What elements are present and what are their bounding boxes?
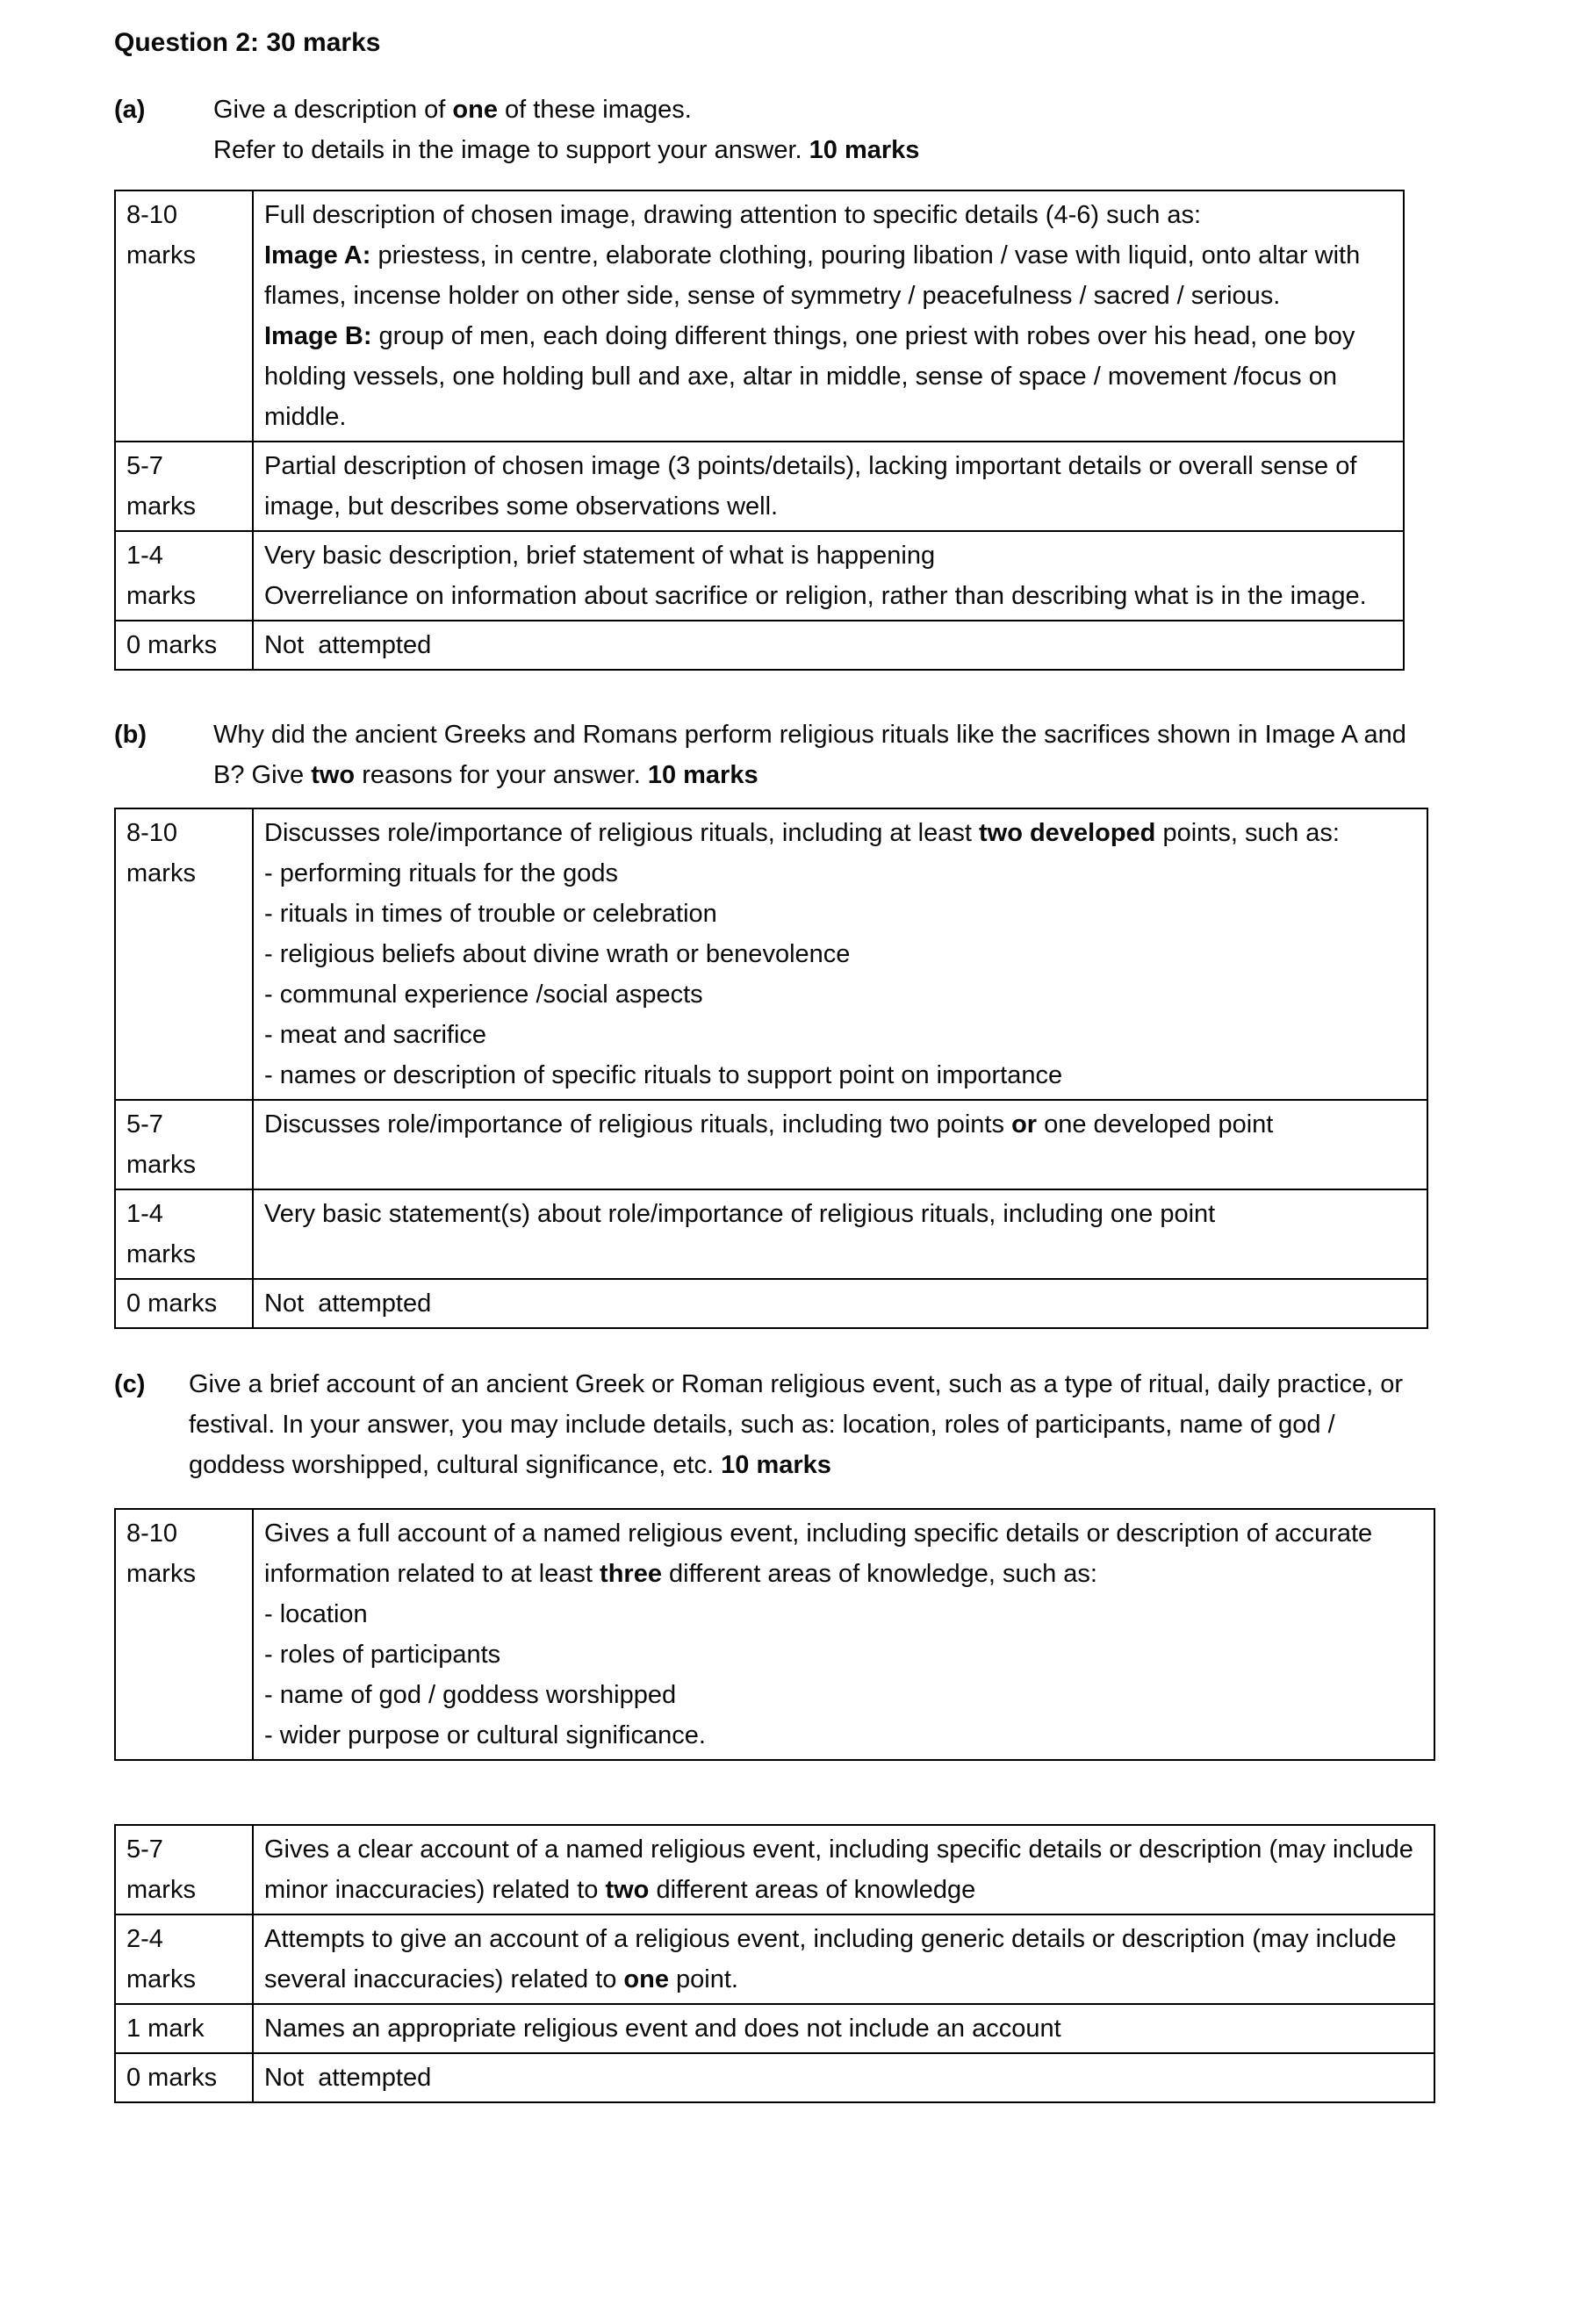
criteria-cell: Not attempted	[253, 621, 1404, 670]
marks-cell: 2-4 marks	[115, 1914, 253, 2004]
marks-cell: 0 marks	[115, 1279, 253, 1328]
criteria-cell: Very basic statement(s) about role/importance of religious rituals, including one point	[253, 1189, 1427, 1279]
criteria-cell: Gives a clear account of a named religious event, including specific details or description (may include minor inaccuracies) related to two different areas of knowledge	[253, 1825, 1434, 1914]
table-row	[115, 1825, 1434, 1914]
table-row	[115, 531, 1404, 621]
part-c-prompt	[114, 1364, 1596, 1485]
marks-cell: 1-4 marks	[115, 1189, 253, 1279]
rubric-table-part-a	[114, 190, 1405, 671]
table-row	[115, 1279, 1427, 1328]
marks-cell: 8-10 marks	[115, 190, 253, 442]
part-a-label: (a)	[114, 96, 146, 124]
part-a-prompt	[114, 90, 1596, 170]
table-row	[115, 1100, 1427, 1189]
part-a-text: Give a description of one of these images. Refer to details in the image to support your answer. 10 marks	[213, 96, 920, 164]
part-c-text: Give a brief account of an ancient Greek or Roman religious event, such as a type of ritual, daily practice, or festival. In your answer, you may include details, such as: location, roles of participants, name of god / goddess worshipped, cultural significance, etc. 10 marks	[189, 1370, 1404, 1479]
table-row	[115, 1914, 1434, 2004]
criteria-cell: Discusses role/importance of religious rituals, including two points or one developed point	[253, 1100, 1427, 1189]
table-row	[115, 1509, 1434, 1760]
criteria-cell: Partial description of chosen image (3 points/details), lacking important details or overall sense of image, but describes some observations well.	[253, 442, 1404, 531]
table-row	[115, 2004, 1434, 2053]
marks-cell: 5-7 marks	[115, 442, 253, 531]
table-row	[115, 2053, 1434, 2102]
marks-cell: 8-10 marks	[115, 1509, 253, 1760]
criteria-cell: Very basic description, brief statement of what is happening Overreliance on information about sacrifice or religion, rather than describing what is in the image.	[253, 531, 1404, 621]
table-row	[115, 621, 1404, 670]
criteria-cell: Not attempted	[253, 1279, 1427, 1328]
rubric-table-part-c-bottom	[114, 1824, 1435, 2103]
part-b-label: (b)	[114, 721, 147, 749]
marks-cell: 0 marks	[115, 621, 253, 670]
marks-cell: 1 mark	[115, 2004, 253, 2053]
marks-cell: 0 marks	[115, 2053, 253, 2102]
table-row	[115, 1189, 1427, 1279]
criteria-cell: Attempts to give an account of a religious event, including generic details or description (may include several inaccuracies) related to one point.	[253, 1914, 1434, 2004]
criteria-cell: Discusses role/importance of religious rituals, including at least two developed points, such as: - performing rituals for the gods - rituals in times of trouble or celebration - religious beliefs about divine wrath or benevolence - communal experience /social aspects - meat and sacrifice - names or description of specific rituals to support point on importance	[253, 808, 1427, 1100]
marks-cell: 8-10 marks	[115, 808, 253, 1100]
marks-cell: 1-4 marks	[115, 531, 253, 621]
part-b-prompt	[114, 715, 1596, 795]
part-b-text: Why did the ancient Greeks and Romans perform religious rituals like the sacrifices shown in Image A and B? Give two reasons for your answer. 10 marks	[213, 721, 1406, 789]
criteria-cell: Names an appropriate religious event and does not include an account	[253, 2004, 1434, 2053]
criteria-cell: Full description of chosen image, drawing attention to specific details (4-6) such as: Image A: priestess, in centre, elaborate clothing, pouring libation / vase with liquid, onto altar with flames, incense holder on other side, sense of symmetry / peacefulness / sacred / serious. Image B: group of men, each doing different things, one priest with robes over his head, one boy holding vessels, one holding bull and axe, altar in middle, sense of space / movement /focus on middle.	[253, 190, 1404, 442]
rubric-table-part-b	[114, 808, 1428, 1329]
document-page	[0, 23, 1596, 2103]
marks-cell: 5-7 marks	[115, 1825, 253, 1914]
table-row	[115, 442, 1404, 531]
rubric-table-part-c-top	[114, 1508, 1435, 1761]
table-row	[115, 190, 1404, 442]
criteria-cell: Gives a full account of a named religious event, including specific details or description of accurate information related to at least three different areas of knowledge, such as: - location - roles of participants - name of god / goddess worshipped - wider purpose or cultural significance.	[253, 1509, 1434, 1760]
marks-cell: 5-7 marks	[115, 1100, 253, 1189]
criteria-cell: Not attempted	[253, 2053, 1434, 2102]
table-row	[115, 808, 1427, 1100]
part-c-label: (c)	[114, 1370, 146, 1398]
question-title: Question 2: 30 marks	[114, 28, 381, 57]
